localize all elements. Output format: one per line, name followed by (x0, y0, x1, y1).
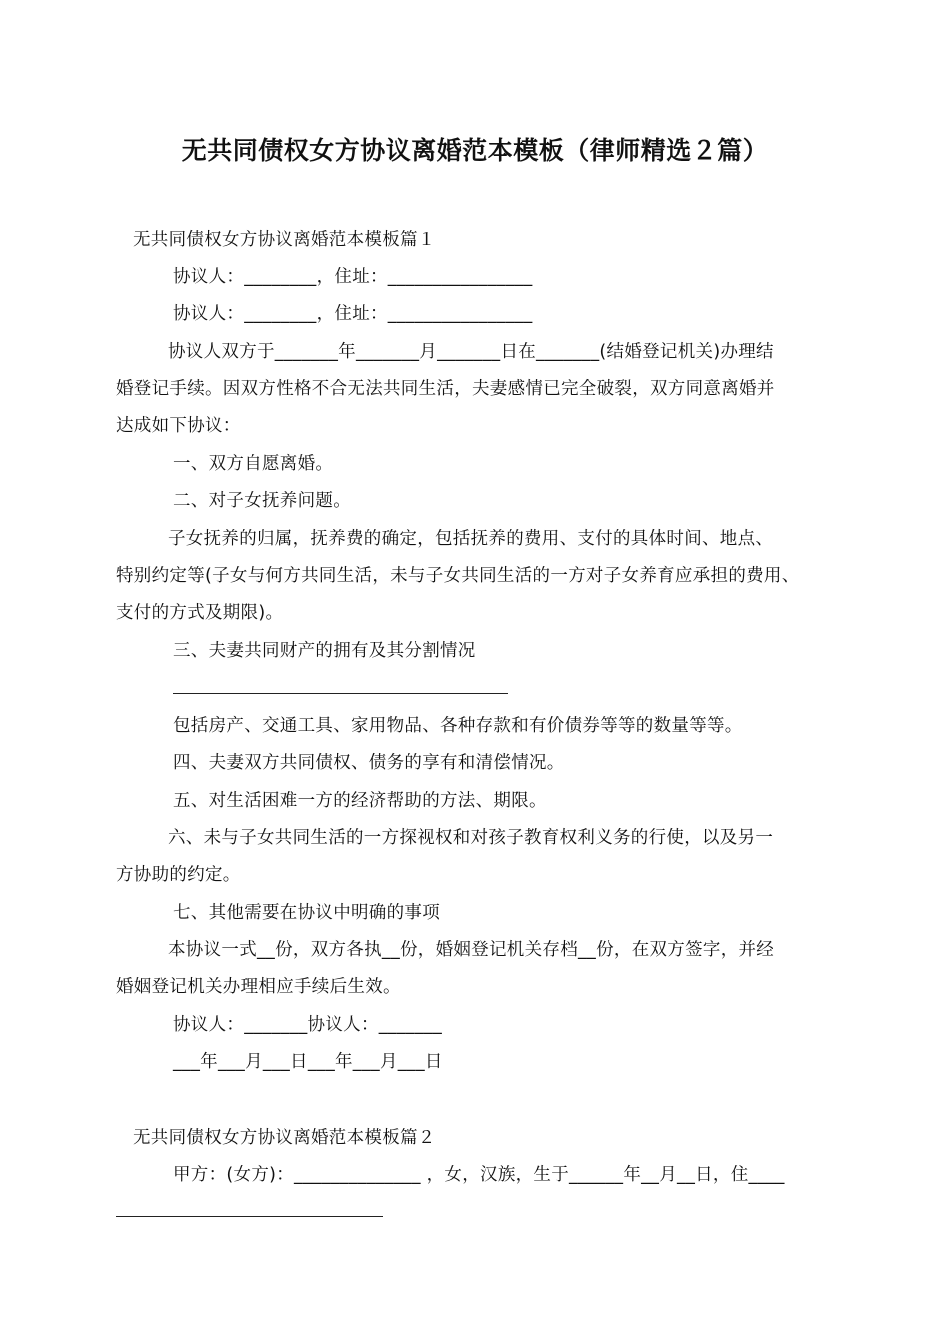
blank-line (173, 693, 508, 694)
clause-2: 二、对子女抚养问题。 (173, 491, 351, 511)
body-line: 协议人双方于_______年_______月_______日在_______(结婚登记机关)办理结 (168, 342, 774, 362)
party-line-2: 协议人：________，住址：________________ (173, 304, 533, 324)
clause-7: 七、其他需要在协议中明确的事项 (173, 903, 440, 923)
body-line: 包括房产、交通工具、家用物品、各种存款和有价债券等等的数量等等。 (173, 716, 743, 736)
body-line: 支付的方式及期限)。 (116, 603, 284, 623)
party-line-1: 协议人：________，住址：________________ (173, 267, 533, 287)
signature-line: 协议人：_______协议人：_______ (173, 1015, 443, 1035)
clause-3: 三、夫妻共同财产的拥有及其分割情况 (173, 641, 476, 661)
body-line: 本协议一式__份，双方各执__份，婚姻登记机关存档__份，在双方签字，并经 (168, 940, 775, 960)
clause-4: 四、夫妻双方共同债权、债务的享有和清偿情况。 (173, 753, 565, 773)
body-line: 婚登记手续。因双方性格不合无法共同生活，夫妻感情已完全破裂，双方同意离婚并 (116, 379, 775, 399)
body-line: 达成如下协议： (116, 416, 241, 436)
body-line: 婚姻登记机关办理相应手续后生效。 (116, 977, 401, 997)
section-2-heading: 无共同债权女方协议离婚范本模板篇２ (133, 1128, 436, 1148)
body-line: 子女抚养的归属，抚养费的确定，包括抚养的费用、支付的具体时间、地点、 (168, 529, 774, 549)
body-line: 特别约定等(子女与何方共同生活，未与子女共同生活的一方对子女养育应承担的费用、 (116, 566, 800, 586)
section-1-heading: 无共同债权女方协议离婚范本模板篇１ (133, 230, 436, 250)
date-line: ___年___月___日___年___月___日 (173, 1052, 443, 1072)
blank-line (116, 1216, 383, 1217)
clause-5: 五、对生活困难一方的经济帮助的方法、期限。 (173, 791, 547, 811)
clause-6: 六、未与子女共同生活的一方探视权和对孩子教育权利义务的行使，以及另一 (168, 828, 774, 848)
party-a-line: 甲方：(女方)：______________ ，女，汉族，生于______年__月__日，住____ (173, 1165, 785, 1185)
clause-1: 一、双方自愿离婚。 (173, 454, 334, 474)
body-line: 方协助的约定。 (116, 865, 241, 885)
document-title: 无共同债权女方协议离婚范本模板（律师精选２篇） (181, 136, 769, 165)
